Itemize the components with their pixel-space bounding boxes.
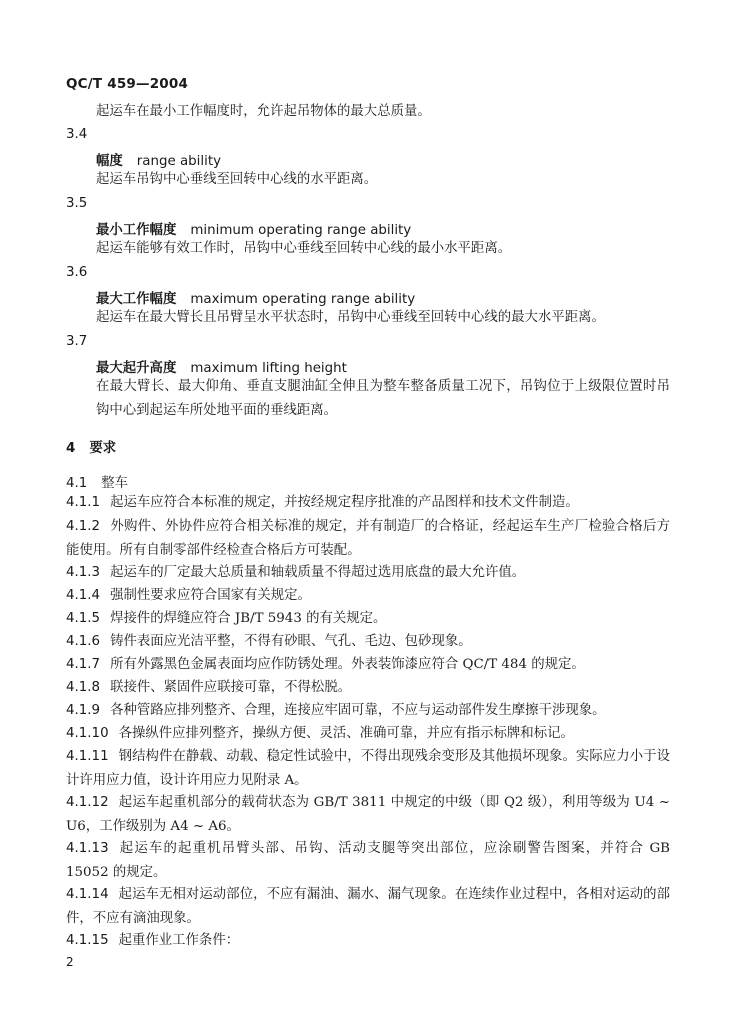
clause-4-1-3 xyxy=(66,561,670,585)
term-en: minimum operating range ability xyxy=(190,223,412,238)
clause-number: 4.1.15 xyxy=(66,933,109,948)
clause-text: 起运车应符合本标准的规定，并按经规定程序批准的产品图样和技术文件制造。 xyxy=(110,495,579,510)
term-zh: 最大起升高度 xyxy=(96,361,177,376)
intro-paragraph: 起运车在最小工作幅度时，允许起吊物体的最大总质量。 xyxy=(96,104,431,119)
clause-text: 所有外露黑色金属表面均应作防锈处理。外表装饰漆应符合 QC/T 484 的规定。 xyxy=(110,657,585,672)
clause-number: 4.1.14 xyxy=(66,887,109,902)
clause-4-1-4 xyxy=(66,584,670,608)
clause-4-1-10 xyxy=(66,722,670,746)
clause-text: 起重作业工作条件： xyxy=(118,933,240,948)
term-definition: 在最大臂长、最大仰角、垂直支腿油缸全伸且为整车整备质量工况下，吊钩位于上级限位置时吊钩中心到起运车所处地平面的垂线距离。 xyxy=(96,379,670,418)
clause-number: 4.1.12 xyxy=(66,795,109,810)
clause-number: 4.1.5 xyxy=(66,611,101,626)
clause-text: 钢结构件在静载、动载、稳定性试验中，不得出现残余变形及其他损坏现象。实际应力小于设计许用应力值，设计许用应力见附录 A。 xyxy=(66,749,670,788)
clause-number: 4.1.4 xyxy=(66,588,101,603)
clause-text: 各种管路应排列整齐、合理，连接应牢固可靠，不应与运动部件发生摩擦干涉现象。 xyxy=(110,703,606,718)
term-number: 3.7 xyxy=(66,334,88,349)
term-number: 3.5 xyxy=(66,196,88,211)
clause-number: 4.1.1 xyxy=(66,495,101,510)
standard-header: QC/T 459—2004 xyxy=(66,76,189,92)
term-number: 3.6 xyxy=(66,265,88,280)
clause-4-1-13 xyxy=(66,837,670,884)
term-zh: 幅度 xyxy=(96,154,123,169)
subsection-title: 整车 xyxy=(101,476,129,491)
clause-text: 起运车起重机部分的载荷状态为 GB/T 3811 中规定的中级（即 Q2 级），利用等级为 U4 ~ U6，工作级别为 A4 ~ A6。 xyxy=(66,795,670,834)
clause-number: 4.1.13 xyxy=(66,841,109,856)
clause-text: 铸件表面应光洁平整，不得有砂眼、气孔、毛边、包砂现象。 xyxy=(110,634,472,649)
section-number: 4 xyxy=(66,441,76,456)
term-zh: 最小工作幅度 xyxy=(96,223,177,238)
clause-4-1-7 xyxy=(66,653,670,677)
term-heading xyxy=(96,219,411,238)
clause-number: 4.1.8 xyxy=(66,680,101,695)
clause-4-1-8 xyxy=(66,676,670,700)
clause-text: 联接件、紧固件应联接可靠，不得松脱。 xyxy=(110,680,352,695)
clause-text: 外购件、外协件应符合相关标准的规定，并有制造厂的合格证，经起运车生产厂检验合格后方能使用。所有自制零部件经检查合格后方可装配。 xyxy=(66,519,670,558)
section-heading xyxy=(66,437,116,456)
term-en: range ability xyxy=(136,154,222,169)
clause-text: 起运车无相对运动部位，不应有漏油、漏水、漏气现象。在连续作业过程中，各相对运动的部件，不应有滴油现象。 xyxy=(66,887,670,926)
clause-text: 起运车的厂定最大总质量和轴载质量不得超过选用底盘的最大允许值。 xyxy=(110,565,526,580)
clause-number: 4.1.7 xyxy=(66,657,101,672)
clause-4-1-12 xyxy=(66,791,670,838)
clause-4-1-5 xyxy=(66,607,670,631)
clause-text: 焊接件的焊缝应符合 JB/T 5943 的有关规定。 xyxy=(110,611,387,626)
term-definition: 起运车吊钩中心垂线至回转中心线的水平距离。 xyxy=(96,172,378,187)
term-heading xyxy=(96,150,221,169)
subsection-number: 4.1 xyxy=(66,476,88,491)
clause-4-1-1 xyxy=(66,491,670,515)
clause-4-1-14 xyxy=(66,883,670,930)
clause-number: 4.1.11 xyxy=(66,749,109,764)
term-definition: 起运车在最大臂长且吊臂呈水平状态时，吊钩中心垂线至回转中心线的最大水平距离。 xyxy=(96,310,605,325)
clause-text: 各操纵件应排列整齐，操纵方便、灵活、准确可靠，并应有指示标牌和标记。 xyxy=(118,726,574,741)
term-en: maximum operating range ability xyxy=(190,292,416,307)
clause-number: 4.1.3 xyxy=(66,565,101,580)
clause-number: 4.1.9 xyxy=(66,703,101,718)
page-number: 2 xyxy=(66,955,74,969)
subsection-heading xyxy=(66,472,128,491)
term-number: 3.4 xyxy=(66,127,88,142)
term-heading xyxy=(96,288,415,307)
clause-4-1-11 xyxy=(66,745,670,792)
clause-4-1-9 xyxy=(66,699,670,723)
clause-4-1-6 xyxy=(66,630,670,654)
clause-text: 起运车的起重机吊臂头部、吊钩、活动支腿等突出部位，应涂刷警告图案，并符合 GB 15052 的规定。 xyxy=(66,841,670,880)
clause-number: 4.1.2 xyxy=(66,519,101,534)
term-heading xyxy=(96,357,347,376)
clause-number: 4.1.6 xyxy=(66,634,101,649)
term-zh: 最大工作幅度 xyxy=(96,292,177,307)
clause-number: 4.1.10 xyxy=(66,726,109,741)
clause-4-1-2 xyxy=(66,515,670,562)
term-definition: 起运车能够有效工作时，吊钩中心垂线至回转中心线的最小水平距离。 xyxy=(96,241,512,256)
term-en: maximum lifting height xyxy=(190,361,347,376)
clause-4-1-15 xyxy=(66,929,670,953)
section-title: 要求 xyxy=(89,441,117,456)
clause-text: 强制性要求应符合国家有关规定。 xyxy=(110,588,311,603)
